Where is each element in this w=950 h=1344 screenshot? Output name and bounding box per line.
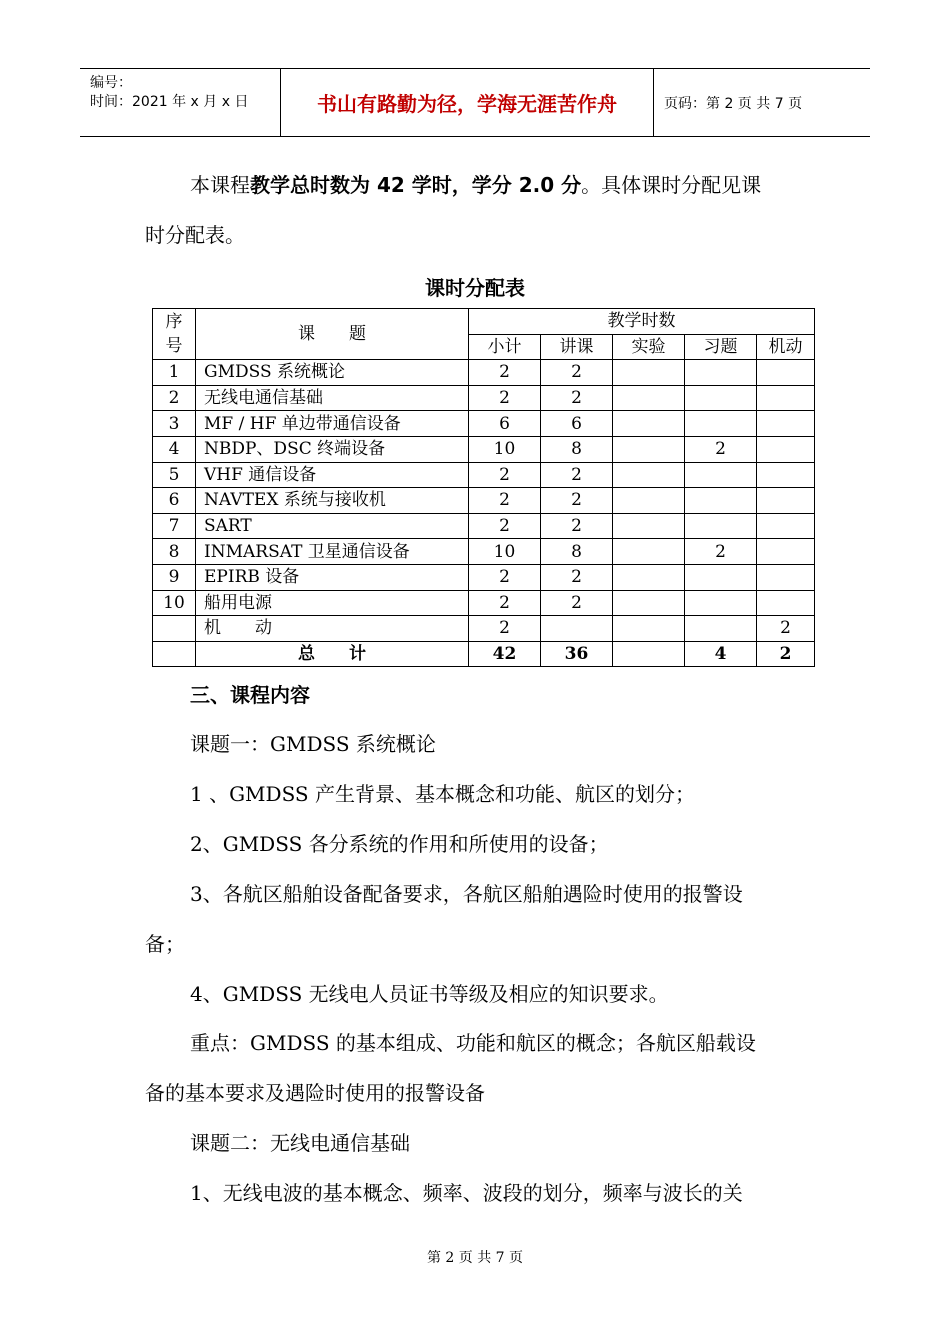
cell-exercise — [685, 564, 757, 590]
cell-lecture: 2 — [541, 513, 613, 539]
total-row — [153, 641, 815, 667]
cell-exercise: 2 — [685, 539, 757, 565]
table-row — [153, 436, 815, 462]
cell-seq: 2 — [153, 385, 196, 411]
cell-topic: 船用电源 — [196, 590, 469, 616]
cell-topic: GMDSS 系统概论 — [196, 360, 469, 386]
cell-seq: 9 — [153, 564, 196, 590]
topic-1-key-points: 重点：GMDSS 的基本组成、功能和航区的概念；各航区船载设 — [190, 1031, 756, 1055]
cell-lecture: 2 — [541, 590, 613, 616]
sub-header-lab: 实验 — [613, 334, 685, 360]
number-label: 编号： — [90, 75, 132, 91]
cell-exercise — [685, 616, 757, 642]
cell-total: 2 — [469, 616, 541, 642]
topic-1-key-points-cont: 备的基本要求及遇险时使用的报警设备 — [145, 1081, 485, 1105]
cell-exercise — [685, 488, 757, 514]
cell-seq: 3 — [153, 411, 196, 437]
header-motto: 书山有路勤为径，学海无涯苦作舟 — [281, 69, 654, 136]
cell-total: 2 — [469, 462, 541, 488]
cell-topic: INMARSAT 卫星通信设备 — [196, 539, 469, 565]
table-row — [153, 411, 815, 437]
sub-header-lecture: 讲课 — [541, 334, 613, 360]
cell-lecture — [541, 616, 613, 642]
cell-lab — [613, 616, 685, 642]
total-lab — [613, 641, 685, 667]
cell-exercise — [685, 385, 757, 411]
cell-flex — [757, 590, 815, 616]
intro-bold: 教学总时数为 42 学时，学分 2.0 分 — [250, 173, 582, 197]
cell-total: 2 — [469, 564, 541, 590]
header-topic: 课 题 — [196, 309, 469, 360]
cell-seq: 6 — [153, 488, 196, 514]
cell-total: 2 — [469, 385, 541, 411]
cell-lecture: 2 — [541, 462, 613, 488]
cell-flex — [757, 360, 815, 386]
cell-topic: MF / HF 单边带通信设备 — [196, 411, 469, 437]
cell-lab — [613, 462, 685, 488]
cell-topic: SART — [196, 513, 469, 539]
table-title: 课时分配表 — [425, 276, 525, 300]
cell-flex — [757, 436, 815, 462]
cell-total: 2 — [469, 513, 541, 539]
cell-exercise — [685, 513, 757, 539]
intro-line-2: 时分配表。 — [145, 223, 245, 247]
table-row — [153, 513, 815, 539]
cell-lecture: 6 — [541, 411, 613, 437]
cell-total: 2 — [469, 488, 541, 514]
table-row — [153, 616, 815, 642]
topic-1-item-3-cont: 备； — [145, 932, 185, 956]
header-meta — [80, 69, 281, 136]
cell-lecture: 2 — [541, 360, 613, 386]
header-seq: 序号 — [153, 309, 196, 360]
cell-topic: 无线电通信基础 — [196, 385, 469, 411]
sub-header-total: 小计 — [469, 334, 541, 360]
intro-text-2: 。具体课时分配见课 — [581, 173, 762, 197]
cell-lab — [613, 360, 685, 386]
cell-seq: 5 — [153, 462, 196, 488]
section-heading: 三、课程内容 — [190, 683, 310, 707]
cell-topic: VHF 通信设备 — [196, 462, 469, 488]
cell-flex — [757, 488, 815, 514]
cell-total: 2 — [469, 360, 541, 386]
page-header — [80, 68, 870, 137]
cell-seq: 1 — [153, 360, 196, 386]
cell-lab — [613, 539, 685, 565]
topic-2-item-1: 1、无线电波的基本概念、频率、波段的划分，频率与波长的关 — [190, 1181, 743, 1205]
total-total: 42 — [469, 641, 541, 667]
cell-seq: 8 — [153, 539, 196, 565]
cell-lecture: 2 — [541, 564, 613, 590]
cell-lecture: 2 — [541, 385, 613, 411]
cell-flex — [757, 513, 815, 539]
topic-1-item-3: 3、各航区船舶设备配备要求，各航区船舶遇险时使用的报警设 — [190, 882, 743, 906]
total-flex: 2 — [757, 641, 815, 667]
table-row — [153, 590, 815, 616]
cell-total: 10 — [469, 436, 541, 462]
cell-topic: 机 动 — [196, 616, 469, 642]
cell-flex — [757, 539, 815, 565]
topic-1-title: 课题一：GMDSS 系统概论 — [190, 732, 436, 756]
cell-flex — [757, 411, 815, 437]
cell-total: 2 — [469, 590, 541, 616]
cell-lecture: 2 — [541, 488, 613, 514]
cell-seq: 4 — [153, 436, 196, 462]
cell-lab — [613, 564, 685, 590]
header-hours: 教学时数 — [469, 309, 815, 335]
intro-line-1 — [190, 172, 761, 198]
table-row — [153, 360, 815, 386]
cell-flex — [757, 462, 815, 488]
table-row — [153, 539, 815, 565]
cell-topic: NAVTEX 系统与接收机 — [196, 488, 469, 514]
cell-lecture: 8 — [541, 436, 613, 462]
cell-lab — [613, 488, 685, 514]
table-row — [153, 385, 815, 411]
cell-seq — [153, 616, 196, 642]
topic-1-item-2: 2、GMDSS 各分系统的作用和所使用的设备； — [190, 832, 609, 856]
table-row — [153, 462, 815, 488]
topic-2-title: 课题二：无线电通信基础 — [190, 1131, 410, 1155]
cell-lab — [613, 513, 685, 539]
total-label: 总 计 — [196, 641, 469, 667]
topic-1-item-1: 1 、GMDSS 产生背景、基本概念和功能、航区的划分； — [190, 782, 695, 806]
header-page-label: 页码：第 2 页 共 7 页 — [664, 95, 803, 112]
sub-header-exercise: 习题 — [685, 334, 757, 360]
cell-exercise — [685, 411, 757, 437]
cell-topic: EPIRB 设备 — [196, 564, 469, 590]
cell-seq: 7 — [153, 513, 196, 539]
cell-flex — [757, 385, 815, 411]
cell-topic: NBDP、DSC 终端设备 — [196, 436, 469, 462]
total-exercise: 4 — [685, 641, 757, 667]
cell-flex — [757, 564, 815, 590]
table-row — [153, 488, 815, 514]
cell-lab — [613, 436, 685, 462]
cell-exercise — [685, 462, 757, 488]
cell-lecture: 8 — [541, 539, 613, 565]
cell-exercise — [685, 360, 757, 386]
table-cell — [153, 641, 196, 667]
cell-total: 10 — [469, 539, 541, 565]
topic-1-item-4: 4、GMDSS 无线电人员证书等级及相应的知识要求。 — [190, 982, 669, 1006]
cell-lab — [613, 385, 685, 411]
total-lecture: 36 — [541, 641, 613, 667]
sub-header-flex: 机动 — [757, 334, 815, 360]
intro-text: 本课程 — [190, 173, 250, 197]
cell-seq: 10 — [153, 590, 196, 616]
table-row — [153, 564, 815, 590]
time-label: 时间：2021 年 x 月 x 日 — [90, 94, 249, 110]
cell-flex: 2 — [757, 616, 815, 642]
page-footer: 第 2 页 共 7 页 — [426, 1250, 524, 1266]
cell-total: 6 — [469, 411, 541, 437]
cell-exercise — [685, 590, 757, 616]
hours-table — [152, 308, 815, 667]
cell-lab — [613, 411, 685, 437]
cell-exercise: 2 — [685, 436, 757, 462]
cell-lab — [613, 590, 685, 616]
